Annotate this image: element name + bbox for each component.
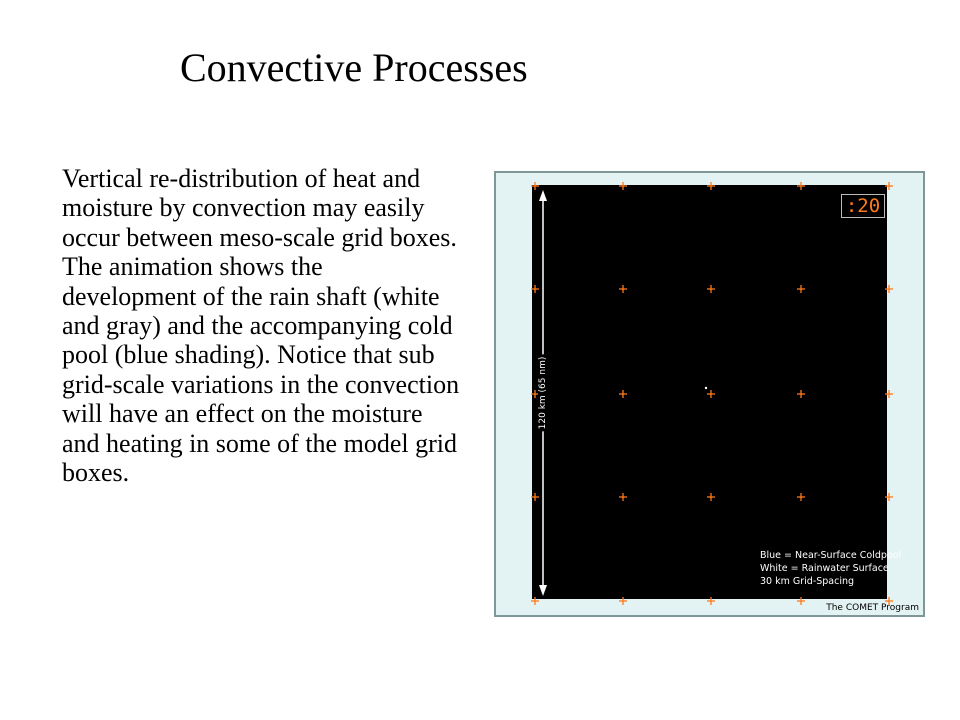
scale-label-text: 120 km (65 nm)	[538, 356, 548, 430]
legend	[760, 549, 901, 588]
grid-marker-icon	[531, 493, 539, 501]
grid-marker-icon	[619, 285, 627, 293]
rain-cell-dot	[705, 387, 707, 389]
grid-marker-icon	[797, 597, 805, 605]
grid-marker-icon	[707, 390, 715, 398]
animation-timer: :20	[841, 194, 885, 218]
grid-marker-icon	[707, 285, 715, 293]
grid-marker-icon	[707, 597, 715, 605]
grid-marker-icon	[707, 182, 715, 190]
grid-marker-icon	[531, 285, 539, 293]
grid-marker-icon	[885, 285, 893, 293]
grid-marker-icon	[531, 182, 539, 190]
slide-title: Convective Processes	[180, 45, 528, 90]
grid-marker-icon	[885, 182, 893, 190]
body-text: Vertical re-distribution of heat and moisture by convection may easily occur between meso-scale grid boxes. The animation shows the development of the rain shaft (white and gray) and the accompanying cold pool (blue shading). Notice that sub grid-scale variations in the convection will have an effect on the moisture and heating in some of the model grid boxes.	[62, 164, 460, 488]
convection-animation-figure	[494, 171, 925, 617]
grid-marker-icon	[619, 597, 627, 605]
grid-marker-icon	[885, 390, 893, 398]
grid-marker-icon	[619, 493, 627, 501]
grid-marker-icon	[797, 285, 805, 293]
grid-marker-icon	[885, 493, 893, 501]
legend-line: 30 km Grid-Spacing	[760, 576, 855, 587]
credit-label: The COMET Program	[826, 603, 919, 613]
grid-marker-icon	[707, 493, 715, 501]
grid-marker-icon	[531, 597, 539, 605]
grid-marker-icon	[797, 390, 805, 398]
grid-marker-icon	[797, 182, 805, 190]
grid-marker-icon	[619, 390, 627, 398]
grid-marker-icon	[619, 182, 627, 190]
legend-line: Blue = Near-Surface Coldpool	[760, 550, 902, 561]
legend-line: White = Rainwater Surface	[760, 563, 889, 574]
grid-marker-icon	[797, 493, 805, 501]
